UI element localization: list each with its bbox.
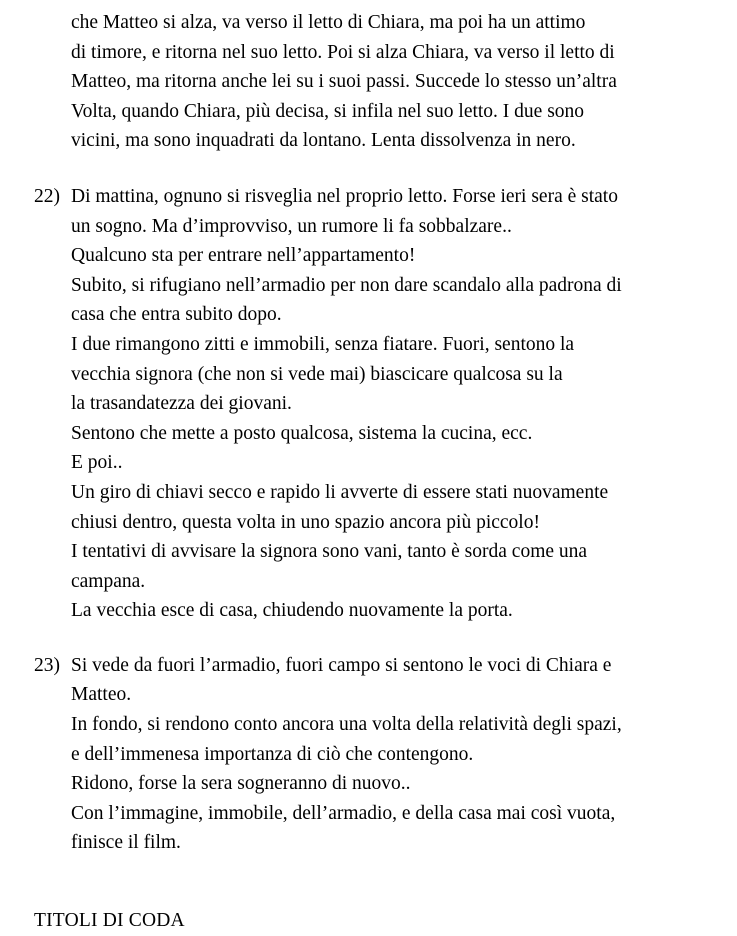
scene-line: Ridono, forse la sera sogneranno di nuovo.. — [71, 773, 411, 795]
scene-line: In fondo, si rendono conto ancora una volta della relatività degli spazi, — [71, 714, 622, 736]
scene-body — [71, 182, 711, 626]
scene-line: campana. — [71, 570, 146, 592]
scene-line: E poi.. — [71, 452, 123, 474]
scene-line: Subito, si rifugiano nell’armadio per non dare scandalo alla padrona di — [71, 274, 622, 296]
scene-line: Matteo. — [71, 684, 132, 706]
scene-line: Con l’immagine, immobile, dell’armadio, e della casa mai così vuota, — [71, 802, 616, 824]
spacer — [30, 626, 711, 651]
scene-line: I due rimangono zitti e immobili, senza fiatare. Fuori, sentono la — [71, 333, 575, 355]
scene-line: la trasandatezza dei giovani. — [71, 393, 292, 415]
paragraph-line: vicini, ma sono inquadrati da lontano. Lenta dissolvenza in nero. — [71, 130, 576, 152]
scene-line: casa che entra subito dopo. — [71, 304, 282, 326]
scene-line: un sogno. Ma d’improvviso, un rumore li fa sobbalzare.. — [71, 215, 512, 237]
paragraph-line: Matteo, ma ritorna anche lei su i suoi passi. Succede lo stesso un’altra — [71, 71, 617, 93]
scene-line: Qualcuno sta per entrare nell’appartamento! — [71, 245, 416, 267]
scene-body — [71, 651, 711, 858]
scene-23 — [34, 651, 711, 858]
scene-line: La vecchia esce di casa, chiudendo nuovamente la porta. — [71, 600, 513, 622]
spacer — [30, 156, 711, 182]
paragraph-line: Volta, quando Chiara, più decisa, si infila nel suo letto. I due sono — [71, 100, 585, 122]
scene-line: vecchia signora (che non si vede mai) biascicare qualcosa su la — [71, 363, 563, 385]
paragraph-line: che Matteo si alza, va verso il letto di Chiara, ma poi ha un attimo — [71, 12, 586, 33]
continuation-paragraph — [71, 8, 711, 156]
scene-line: finisce il film. — [71, 832, 181, 854]
scene-line: Si vede da fuori l’armadio, fuori campo si sentono le voci di Chiara e — [71, 654, 612, 676]
scene-line: Un giro di chiavi secco e rapido li avverte di essere stati nuovamente — [71, 481, 609, 503]
scene-22 — [34, 182, 711, 626]
scene-line: Sentono che mette a posto qualcosa, sistema la cucina, ecc. — [71, 422, 533, 444]
paragraph-line: di timore, e ritorna nel suo letto. Poi si alza Chiara, va verso il letto di — [71, 41, 615, 63]
scene-line: Di mattina, ognuno si risveglia nel proprio letto. Forse ieri sera è stato — [71, 185, 618, 207]
end-credits-title: TITOLI DI CODA — [34, 910, 185, 932]
scene-line: e dell’immenesa importanza di ciò che contengono. — [71, 743, 474, 765]
scene-line: chiusi dentro, questa volta in uno spazio ancora più piccolo! — [71, 511, 540, 533]
scene-number: 22) — [34, 185, 60, 207]
scene-number: 23) — [34, 654, 60, 676]
scene-line: I tentativi di avvisare la signora sono vani, tanto è sorda come una — [71, 541, 588, 563]
